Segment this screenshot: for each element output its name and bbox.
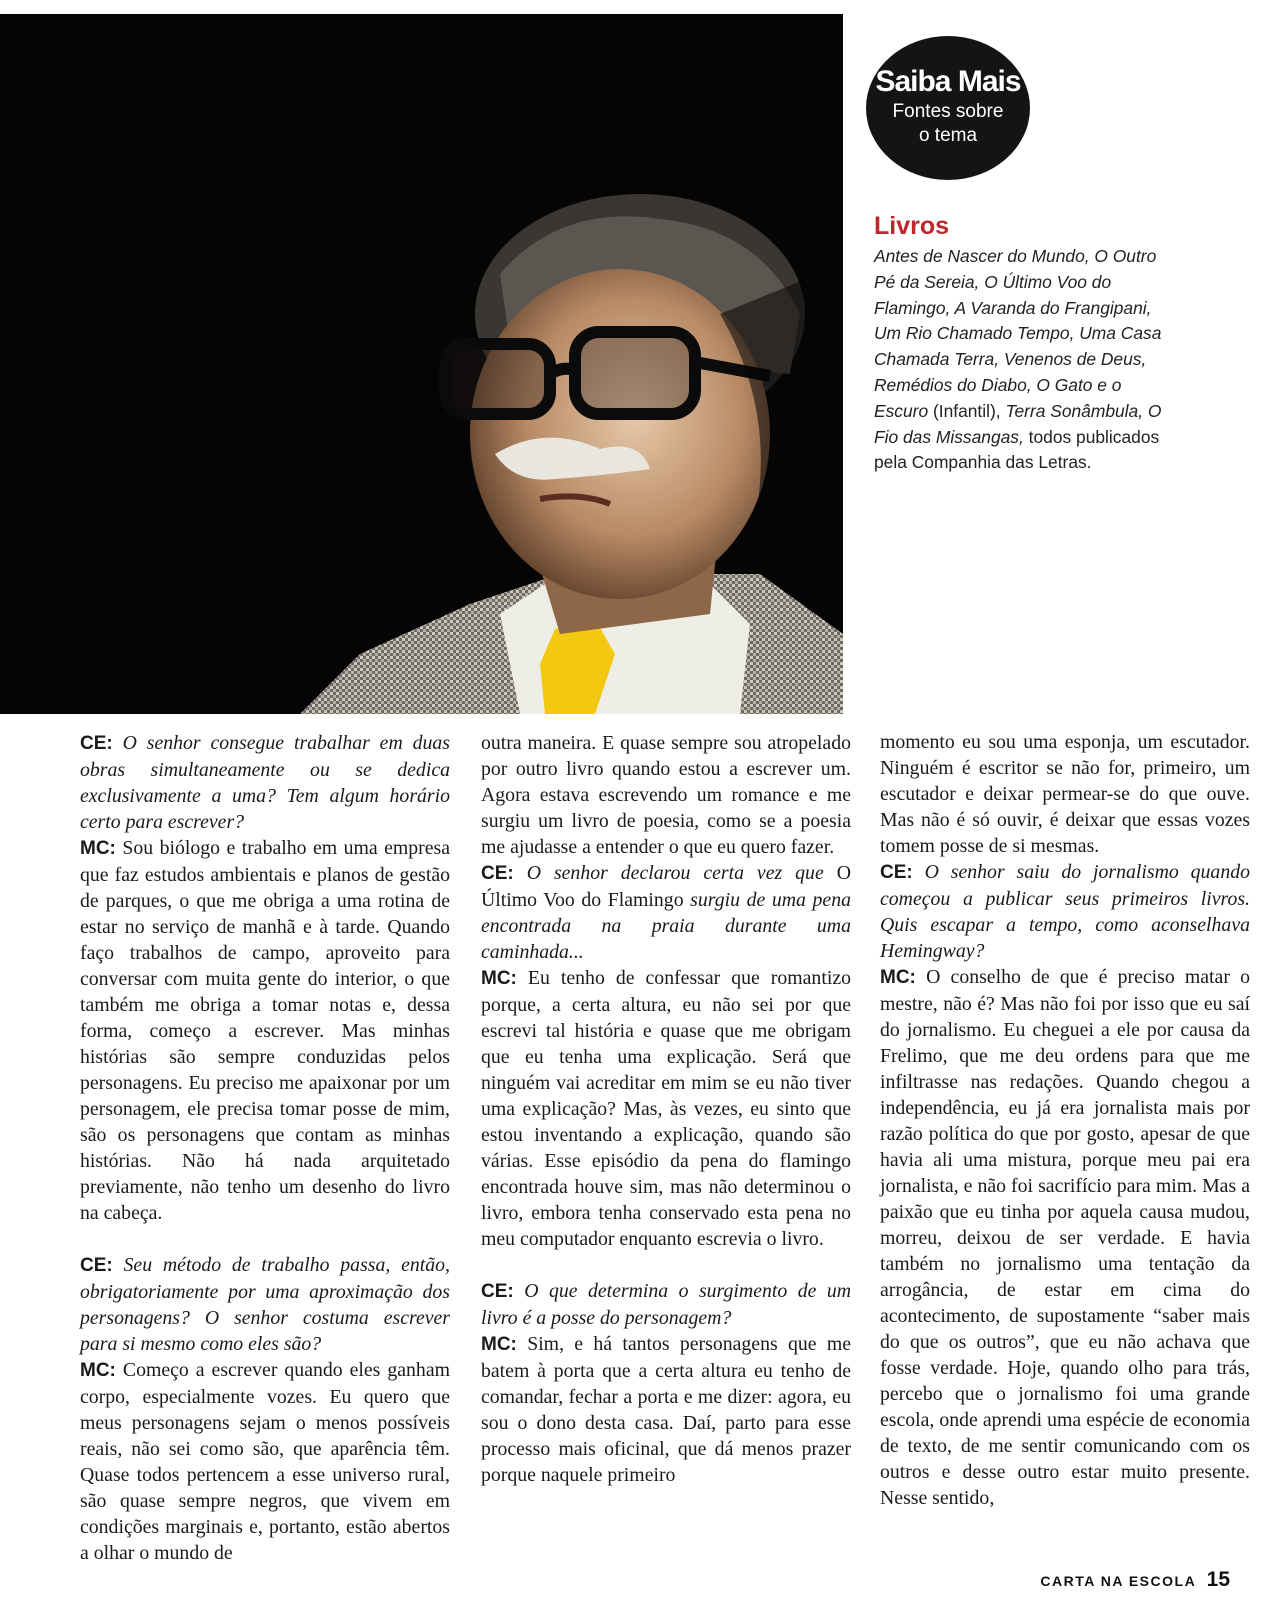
question-3 (481, 860, 851, 1252)
speaker-label: CE: (481, 1281, 514, 1302)
question-1 (80, 730, 450, 1226)
question-text: surgiu de uma pena encontrada na praia durante uma caminhada... (481, 889, 851, 963)
badge-title: Saiba Mais (875, 65, 1021, 98)
question-4 (481, 1278, 851, 1488)
book-reference: O Último Voo do Flamingo (481, 862, 851, 911)
speaker-label: MC: (481, 1334, 517, 1355)
question-text: O senhor consegue trabalhar em duas obras simultaneamente ou se dedica exclusivamente a uma? Tem algum horário certo para escrever? (80, 732, 450, 833)
question-text: Seu método de trabalho passa, então, obrigatoriamente por uma aproximação dos personagens? O senhor costuma escrever para si mesmo como eles são? (80, 1254, 450, 1355)
speaker-label: CE: (80, 1255, 113, 1276)
question-text: O que determina o surgimento de um livro é a posse do personagem? (481, 1280, 852, 1329)
answer-continuation: outra maneira. E quase sempre sou atropelado por outro livro quando estou a escrever um. Agora estava escrevendo um romance e me surgiu um livro de poesia, como se a poesia me ajudasse a entender o que eu quero fazer. (481, 732, 851, 858)
speaker-label: CE: (481, 863, 514, 884)
saiba-mais-badge (866, 36, 1030, 180)
speaker-label: CE: (880, 862, 913, 883)
question-text: O senhor saiu do jornalismo quando começou a publicar seus primeiros livros. Quis escapar a tempo, como aconselhava Hemingway? (880, 861, 1250, 962)
speaker-label: MC: (880, 967, 916, 988)
article-column-1 (80, 730, 450, 1566)
portrait-illustration (0, 14, 843, 714)
article-column-2 (481, 730, 851, 1488)
books-list (874, 244, 1174, 476)
answer-text: Começo a escrever quando eles ganham corpo, especialmente vozes. Eu quero que meus personagens sejam o menos possíveis reais, não sei como são, que aparência têm. Quase todos pertencem a esse universo rural, são quase sempre negros, que vivem em condições marginais e, portanto, estão abertos a olhar o mundo de (80, 1359, 450, 1564)
publication-name: CARTA NA ESCOLA (1040, 1573, 1197, 1589)
answer-text: Sou biólogo e trabalho em uma empresa que faz estudos ambientais e planos de gestão de parques, o que me obriga a uma rotina de estar no serviço de manhã e à tarde. Quando faço trabalhos de campo, aproveito para conversar com muita gente do interior, o que também me obriga a tomar notas e, dessa forma, começo a escrever. Mas minhas histórias são sempre conduzidas pelos personagens. Eu preciso me apaixonar por um personagem, ele precisa tomar posse de mim, são os personagens que contam as minhas histórias. Não há nada arquitetado previamente, não tenho um desenho do livro na cabeça. (80, 837, 450, 1224)
question-5 (880, 859, 1250, 1511)
speaker-label: MC: (80, 1360, 116, 1381)
answer-text: Eu tenho de confessar que romantizo porque, a certa altura, eu não sei por que escrevi tal história e quase que me obrigam que eu tenha uma explicação. Será que ninguém vai acreditar em mim se eu não tiver uma explicação? Mas, às vezes, eu sinto que estou inventando a explicação, quando são várias. Esse episódio da pena do flamingo encontrada houve sim, mas não determinou o livro, embora tenha conservado esta pena no meu computador enquanto escrevia o livro. (481, 967, 851, 1250)
question-2 (80, 1252, 450, 1566)
portrait-photo (0, 14, 843, 714)
question-text: O senhor declarou certa vez que (526, 862, 837, 884)
page-number: 15 (1206, 1568, 1230, 1591)
page-footer (1040, 1568, 1230, 1592)
books-note-infantil: (Infantil), (928, 400, 1006, 421)
book-titles: Antes de Nascer do Mundo, O Outro Pé da Sereia, O Último Voo do Flamingo, A Varanda do Frangipani, Um Rio Chamado Tempo, Uma Casa Chamada Terra, Venenos de Deus, Remédios do Diabo, O Gato e o Escuro (874, 246, 1162, 421)
speaker-label: CE: (80, 733, 113, 754)
speaker-label: MC: (481, 968, 517, 989)
books-publisher-note: todos publicados pela Companhia das Letras. (874, 426, 1160, 473)
answer-text: Sim, e há tantos personagens que me batem à porta que a certa altura eu tenho de comandar, fechar a porta e me dizer: agora, eu sou o dono desta casa. Daí, parto para esse processo mais oficinal, que dá menos prazer porque naquele primeiro (481, 1333, 851, 1486)
article-column-3 (880, 729, 1250, 1511)
books-heading: Livros (874, 212, 950, 240)
answer-continuation: momento eu sou uma esponja, um escutador. Ninguém é escritor se não for, primeiro, um escutador e deixar permear-se do que ouve. Mas não é só ouvir, é deixar que essas vozes tomem posse de si mesmas. (880, 731, 1250, 857)
speaker-label: MC: (80, 838, 116, 859)
answer-text: O conselho de que é preciso matar o mestre, não é? Mas não foi por isso que eu saí do jornalismo. Eu cheguei a ele por causa da Frelimo, que me deu ordens para que me infiltrasse nas redações. Quando chegou a independência, eu já era jornalista mais por razão política do que por gosto, apesar de que havia ali uma mistura, porque meu pai era jornalista, e não foi sacrifício para mim. Mas a paixão que eu tinha por aquela causa mudou, morreu, deixou de ser verdade. E havia também no jornalismo uma tentação da arrogância, de estar em cima do acontecimento, de supostamente “saber mais do que os outros”, que eu não achava que fosse verdade. Hoje, quando olho para trás, percebo que o jornalismo foi uma grande escola, onde aprendi uma espécie de economia de texto, de me sentir comunicando com os outros e desse outro estar muito presente. Nesse sentido, (880, 966, 1250, 1509)
book-titles-2: Terra Sonâmbula, O Fio das Missangas, (874, 400, 1162, 447)
badge-subtitle: Fontes sobre o tema (892, 101, 1004, 146)
